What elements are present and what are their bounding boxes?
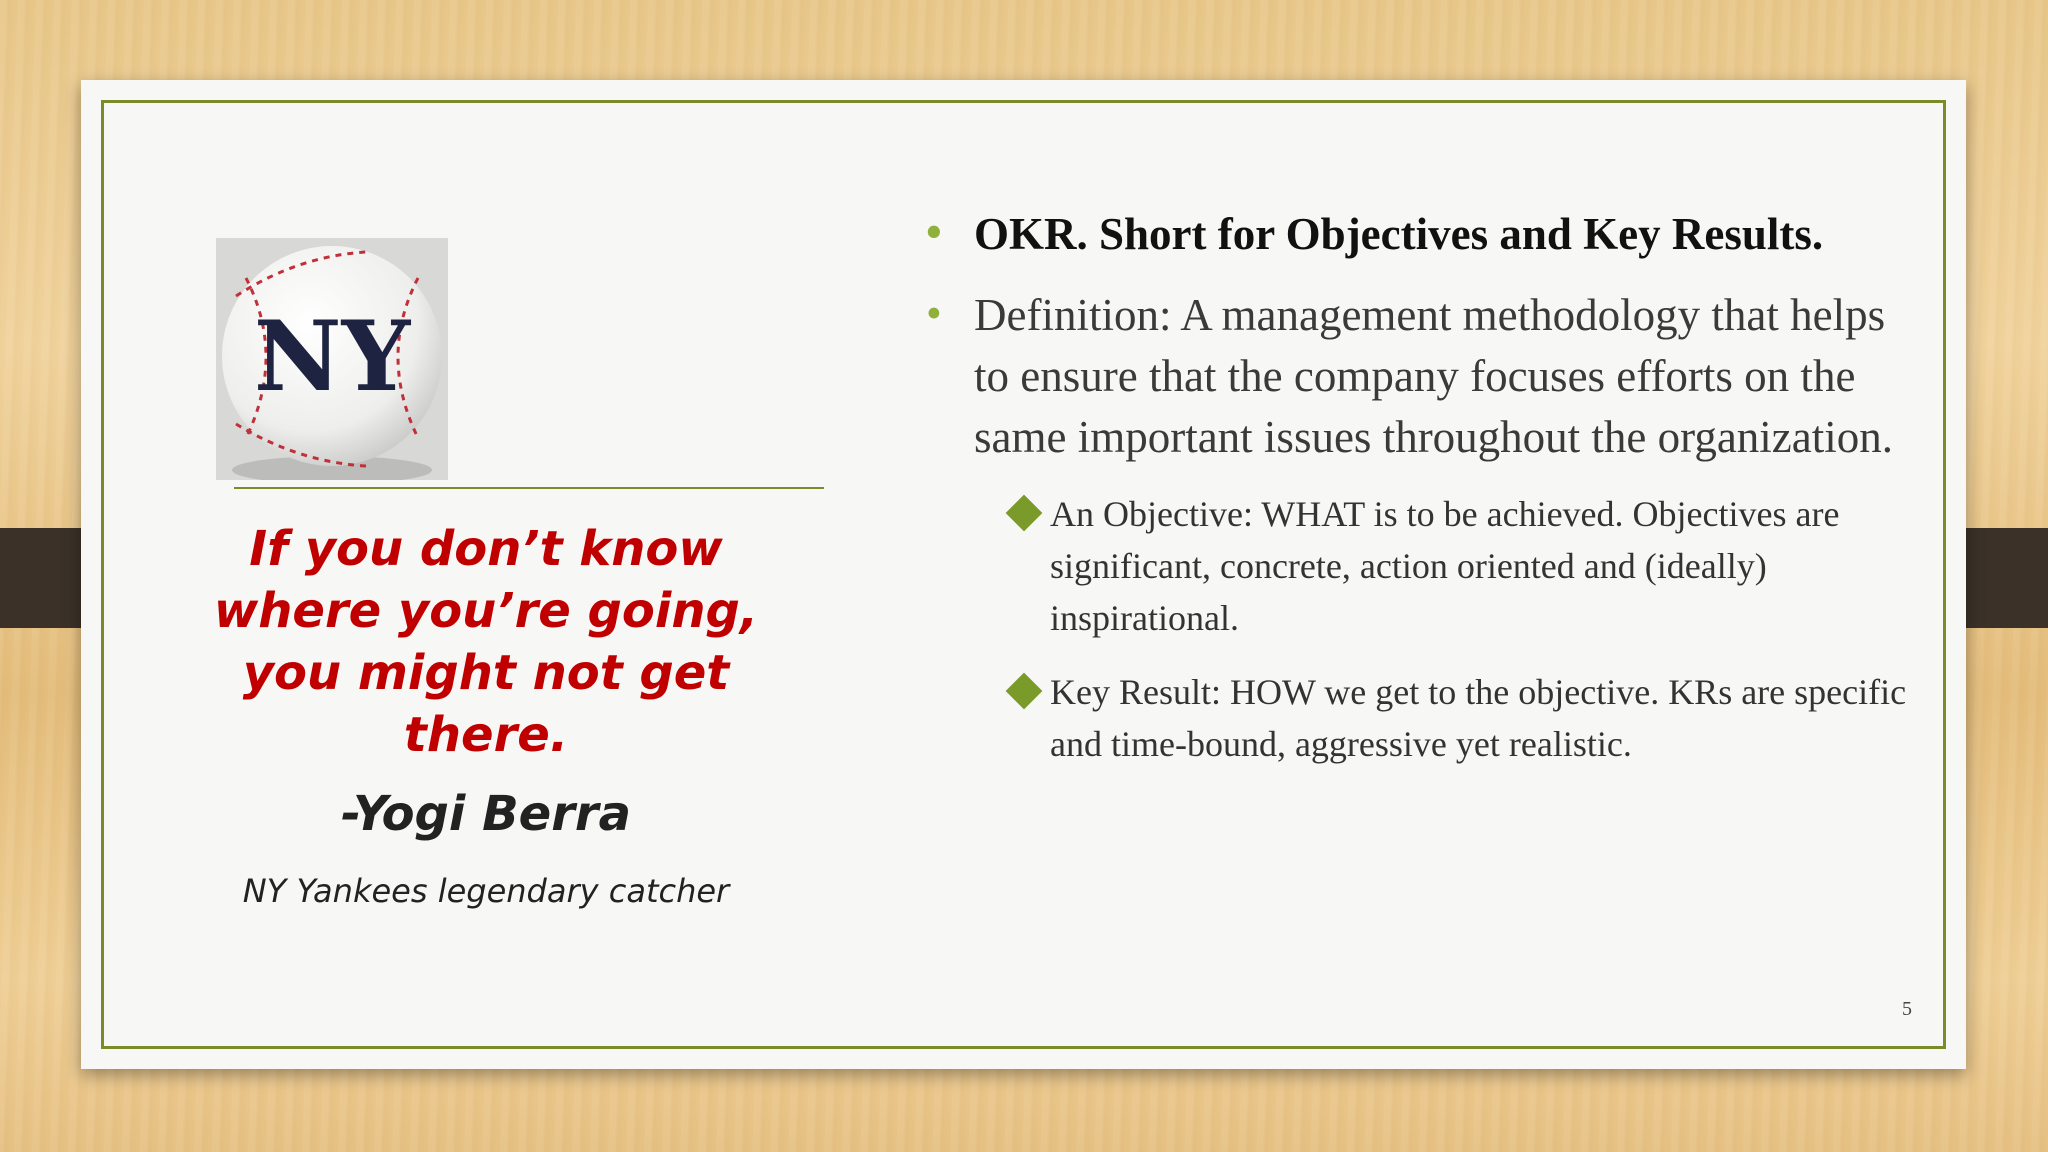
diamond-bullet-icon [1006, 495, 1043, 532]
image-divider-line [234, 487, 824, 489]
ny-logo-text: NY [253, 300, 411, 413]
slide [81, 80, 1966, 1069]
quote-author-role: NY Yankees legendary catcher [242, 872, 730, 910]
sub-bullet-objective [926, 488, 1926, 644]
sub-bullet-key-result-text: Key Result: HOW we get to the objective. KRs are specific and time-bound, aggressive yet realistic. [1050, 672, 1907, 764]
diamond-bullet-icon [1006, 673, 1043, 710]
bullet-dot-icon: • [926, 207, 942, 257]
sub-bullet-key-result [926, 666, 1926, 770]
bullet-list [926, 204, 1926, 792]
slide-number: 5 [1902, 998, 1912, 1020]
quote-author: -Yogi Berra [341, 786, 631, 842]
sub-bullet-objective-text: An Objective: WHAT is to be achieved. Objectives are significant, concrete, action oriented and (ideally) inspirational. [1050, 494, 1840, 638]
bullet-definition [926, 285, 1926, 468]
yankees-baseball-image [216, 238, 448, 480]
bullet-definition-text: Definition: A management methodology that helps to ensure that the company focuses efforts on the same important issues throughout the organization. [974, 290, 1894, 462]
quote-text: If you don’t know where you’re going, you might not get there. [213, 521, 759, 763]
bullet-okr [926, 204, 1926, 265]
bullet-okr-text: OKR. Short for Objectives and Key Results. [974, 209, 1824, 259]
bullet-dot-icon: • [926, 288, 942, 338]
